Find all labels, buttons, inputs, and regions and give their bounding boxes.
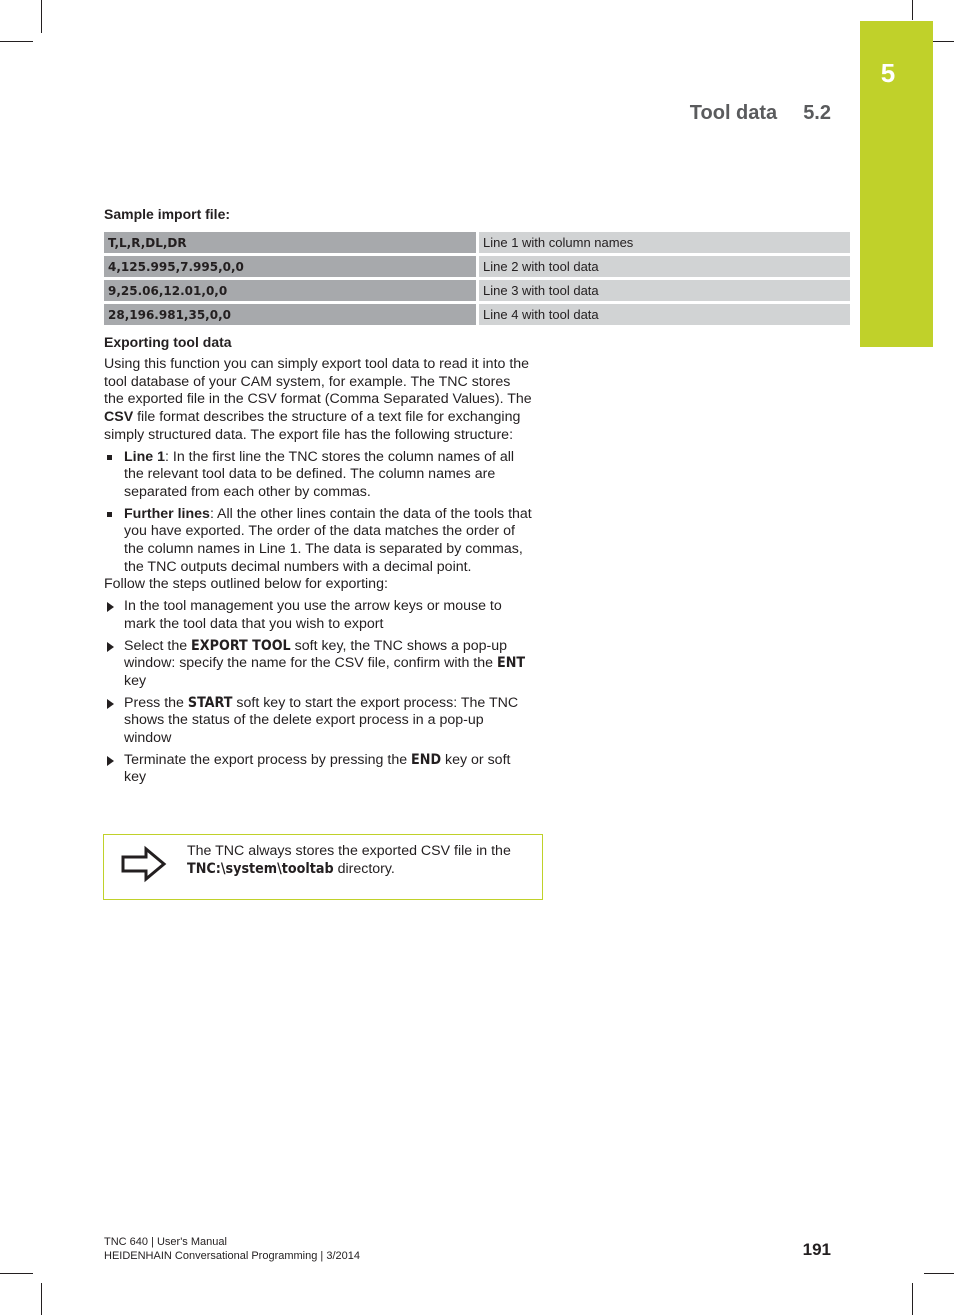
triangle-bullet-icon bbox=[107, 602, 114, 612]
intro-text: file format describes the structure of a text file for exchanging simply structured data. The export file has the following structure: bbox=[104, 409, 521, 443]
step-item bbox=[104, 598, 534, 633]
intro-text: Using this function you can simply export tool data to read it into the tool database of your CAM system, for example. The TNC stores the exported file in the CSV format (Comma Separated Values). The bbox=[104, 356, 532, 408]
step-item bbox=[104, 638, 534, 691]
step-text: key or soft key bbox=[124, 751, 511, 786]
triangle-bullet-icon bbox=[107, 699, 114, 709]
crop-mark bbox=[41, 0, 42, 33]
step-item bbox=[104, 695, 534, 748]
list-item bbox=[104, 506, 534, 577]
follow-text: Follow the steps outlined below for exporting: bbox=[104, 576, 388, 593]
sample-table bbox=[104, 229, 850, 328]
structure-list bbox=[104, 449, 534, 577]
sample-code: 4,125.995,7.995,0,0 bbox=[104, 256, 479, 277]
step-text: Terminate the export process by pressing the bbox=[124, 751, 412, 768]
sample-code: 28,196.981,35,0,0 bbox=[104, 304, 479, 325]
step-text: Press the bbox=[124, 694, 188, 711]
crop-mark bbox=[912, 0, 913, 20]
step-text: Select the bbox=[124, 637, 192, 654]
chapter-number: 5 bbox=[880, 58, 896, 88]
arrow-right-icon bbox=[120, 845, 168, 883]
sample-desc: Line 1 with column names bbox=[479, 232, 850, 253]
sample-desc: Line 2 with tool data bbox=[479, 256, 850, 277]
soft-key-name: START bbox=[187, 694, 233, 711]
step-text: key bbox=[124, 672, 147, 689]
header-title: Tool data bbox=[689, 102, 778, 124]
steps-list bbox=[104, 598, 534, 787]
square-bullet-icon bbox=[107, 455, 112, 460]
csv-term: CSV bbox=[104, 409, 134, 426]
export-intro bbox=[104, 356, 534, 445]
sample-code: 9,25.06,12.01,0,0 bbox=[104, 280, 479, 301]
note-text-part: The TNC always stores the exported CSV file in the bbox=[187, 843, 511, 859]
list-item bbox=[104, 449, 534, 502]
crop-mark bbox=[41, 1283, 42, 1315]
header-section: 5.2 bbox=[803, 102, 831, 124]
footer-line: TNC 640 | User's Manual bbox=[104, 1236, 227, 1248]
step-item bbox=[104, 752, 534, 787]
list-item-text: : In the first line the TNC stores the column names of all the relevant tool data to be defined. The column names are separated from each other by commas. bbox=[124, 448, 515, 500]
export-heading: Exporting tool data bbox=[104, 334, 232, 350]
list-item-text: : All the other lines contain the data of the tools that you have exported. The order of the data matches the order of the column names in Line 1. The data is separated by commas, the TNC outputs decimal numbers with a decimal point. bbox=[124, 505, 532, 575]
footer-line: HEIDENHAIN Conversational Programming | 3/2014 bbox=[104, 1250, 360, 1262]
key-name: ENT bbox=[496, 655, 526, 672]
footer bbox=[104, 1235, 360, 1263]
running-header bbox=[690, 102, 831, 125]
note-text-part: directory. bbox=[333, 860, 395, 877]
table-row bbox=[104, 304, 850, 325]
note-text bbox=[187, 843, 532, 878]
crop-mark bbox=[924, 1273, 954, 1274]
table-row bbox=[104, 280, 850, 301]
key-name: END bbox=[411, 751, 442, 768]
export-body bbox=[104, 356, 534, 787]
sample-code: T,L,R,DL,DR bbox=[104, 232, 479, 253]
list-item-term: Line 1 bbox=[124, 448, 165, 465]
directory-path: TNC:\system\tooltab bbox=[187, 860, 334, 877]
sample-desc: Line 3 with tool data bbox=[479, 280, 850, 301]
triangle-bullet-icon bbox=[107, 642, 114, 652]
crop-mark bbox=[0, 1273, 33, 1274]
crop-mark bbox=[0, 41, 33, 42]
table-row bbox=[104, 256, 850, 277]
sample-desc: Line 4 with tool data bbox=[479, 304, 850, 325]
step-text: soft key to start the export process: The TNC shows the status of the delete export process in a pop-up window bbox=[124, 694, 519, 747]
step-text: soft key, the TNC shows a pop-up window: specify the name for the CSV file, confirm with the bbox=[124, 637, 508, 672]
sample-heading: Sample import file: bbox=[104, 206, 231, 222]
triangle-bullet-icon bbox=[107, 756, 114, 766]
soft-key-name: EXPORT TOOL bbox=[191, 637, 291, 654]
note-box bbox=[103, 834, 543, 900]
list-item-term: Further lines bbox=[124, 505, 210, 522]
page-number: 191 bbox=[802, 1240, 831, 1259]
crop-mark bbox=[912, 1283, 913, 1315]
square-bullet-icon bbox=[107, 512, 112, 517]
table-row bbox=[104, 232, 850, 253]
step-text: In the tool management you use the arrow keys or mouse to mark the tool data that you wish to export bbox=[124, 598, 502, 632]
